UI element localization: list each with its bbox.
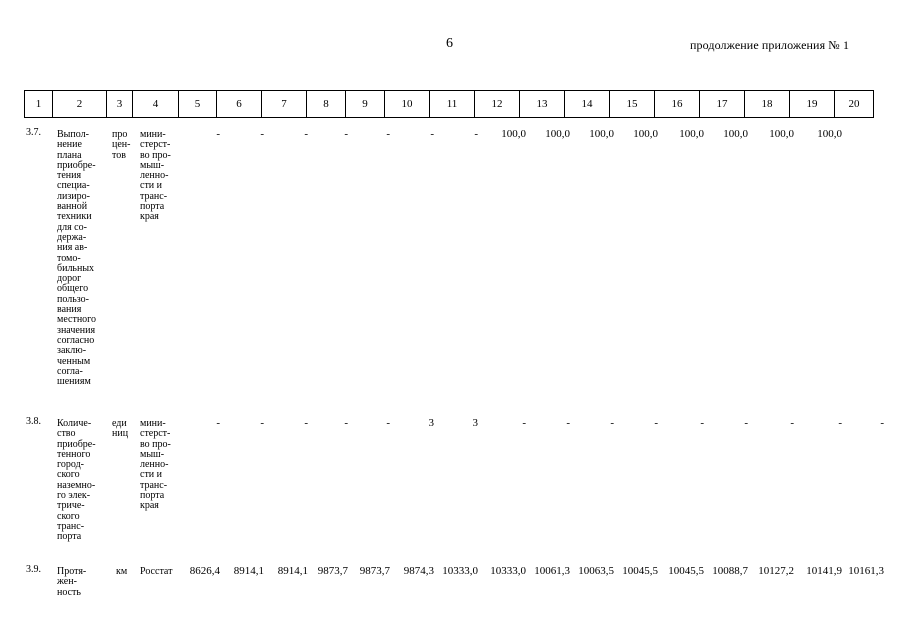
value-cell: - xyxy=(344,417,348,429)
column-header: 11 xyxy=(430,91,475,118)
value-cell: - xyxy=(304,128,308,140)
value-cell: 10333,0 xyxy=(442,565,478,577)
column-header: 16 xyxy=(655,91,700,118)
row-id: 3.9. xyxy=(26,564,41,575)
value-cell: 10161,3 xyxy=(848,565,884,577)
column-header: 4 xyxy=(133,91,179,118)
column-header: 12 xyxy=(475,91,520,118)
column-header: 13 xyxy=(520,91,565,118)
row-name: Количе- ство приобре- тенного город- ского наземно- го элек- триче- ского транс- порта xyxy=(57,418,96,543)
value-cell: - xyxy=(744,417,748,429)
row-name: Выпол- нение плана приобре- тения специа- лизиро- ванной техники для со- держа- ния ав- томо- бильных дорог общего пользо- вания местного значения согласно заклю- ченным согла- шениям xyxy=(57,129,97,388)
value-cell: - xyxy=(610,417,614,429)
row-id: 3.8. xyxy=(26,416,41,427)
value-cell: 8914,1 xyxy=(277,565,308,577)
value-cell: 10333,0 xyxy=(490,565,526,577)
value-cell: - xyxy=(700,417,704,429)
value-cell: - xyxy=(216,417,220,429)
value-cell: - xyxy=(430,128,434,140)
row-unit: про цен- тов xyxy=(112,129,131,161)
column-header: 20 xyxy=(835,91,874,118)
value-cell: - xyxy=(386,417,390,429)
value-cell: 10063,5 xyxy=(578,565,614,577)
value-cell: 10061,3 xyxy=(534,565,570,577)
value-cell: - xyxy=(304,417,308,429)
value-cell: - xyxy=(474,128,478,140)
row-unit: еди ниц xyxy=(112,418,129,440)
column-header: 19 xyxy=(790,91,835,118)
value-cell: - xyxy=(344,128,348,140)
column-header: 3 xyxy=(107,91,133,118)
value-cell: 100,0 xyxy=(679,128,704,140)
value-cell: 10045,5 xyxy=(622,565,658,577)
value-cell: 8626,4 xyxy=(189,565,220,577)
value-cell: - xyxy=(654,417,658,429)
column-header: 15 xyxy=(610,91,655,118)
value-cell: 3 xyxy=(428,417,434,429)
column-header: 10 xyxy=(385,91,430,118)
value-cell: 9873,7 xyxy=(359,565,390,577)
column-header: 5 xyxy=(179,91,217,118)
value-cell: 100,0 xyxy=(769,128,794,140)
value-cell: - xyxy=(522,417,526,429)
value-cell: 100,0 xyxy=(723,128,748,140)
value-cell: 9873,7 xyxy=(317,565,348,577)
value-cell: - xyxy=(260,128,264,140)
value-cell: - xyxy=(838,417,842,429)
value-cell: 10045,5 xyxy=(668,565,704,577)
row-id: 3.7. xyxy=(26,127,41,138)
value-cell: - xyxy=(790,417,794,429)
value-cell: 100,0 xyxy=(817,128,842,140)
column-header: 1 xyxy=(25,91,53,118)
row-source: мини- стерст- во про- мыш- ленно- сти и транс- порта края xyxy=(140,129,171,223)
value-cell: 10127,2 xyxy=(758,565,794,577)
column-header: 2 xyxy=(53,91,107,118)
value-cell: 10088,7 xyxy=(712,565,748,577)
column-header: 9 xyxy=(346,91,385,118)
value-cell: - xyxy=(386,128,390,140)
column-header: 18 xyxy=(745,91,790,118)
column-header: 17 xyxy=(700,91,745,118)
value-cell: 10141,9 xyxy=(806,565,842,577)
value-cell: 9874,3 xyxy=(403,565,434,577)
row-name: Протя- жен- ность xyxy=(57,566,87,598)
row-source: мини- стерст- во про- мыш- ленно- сти и транс- порта края xyxy=(140,418,171,512)
column-header: 7 xyxy=(262,91,307,118)
value-cell: 100,0 xyxy=(633,128,658,140)
column-header: 6 xyxy=(217,91,262,118)
value-cell: - xyxy=(216,128,220,140)
value-cell: 100,0 xyxy=(501,128,526,140)
value-cell: 8914,1 xyxy=(233,565,264,577)
value-cell: - xyxy=(880,417,884,429)
value-cell: 3 xyxy=(472,417,478,429)
value-cell: 100,0 xyxy=(589,128,614,140)
row-unit: км xyxy=(116,566,128,577)
page-number: 6 xyxy=(446,36,453,51)
column-header: 14 xyxy=(565,91,610,118)
value-cell: - xyxy=(566,417,570,429)
continuation-label: продолжение приложения № 1 xyxy=(690,38,850,52)
row-source: Росстат xyxy=(140,566,173,577)
column-header: 8 xyxy=(307,91,346,118)
value-cell: 100,0 xyxy=(545,128,570,140)
value-cell: - xyxy=(260,417,264,429)
